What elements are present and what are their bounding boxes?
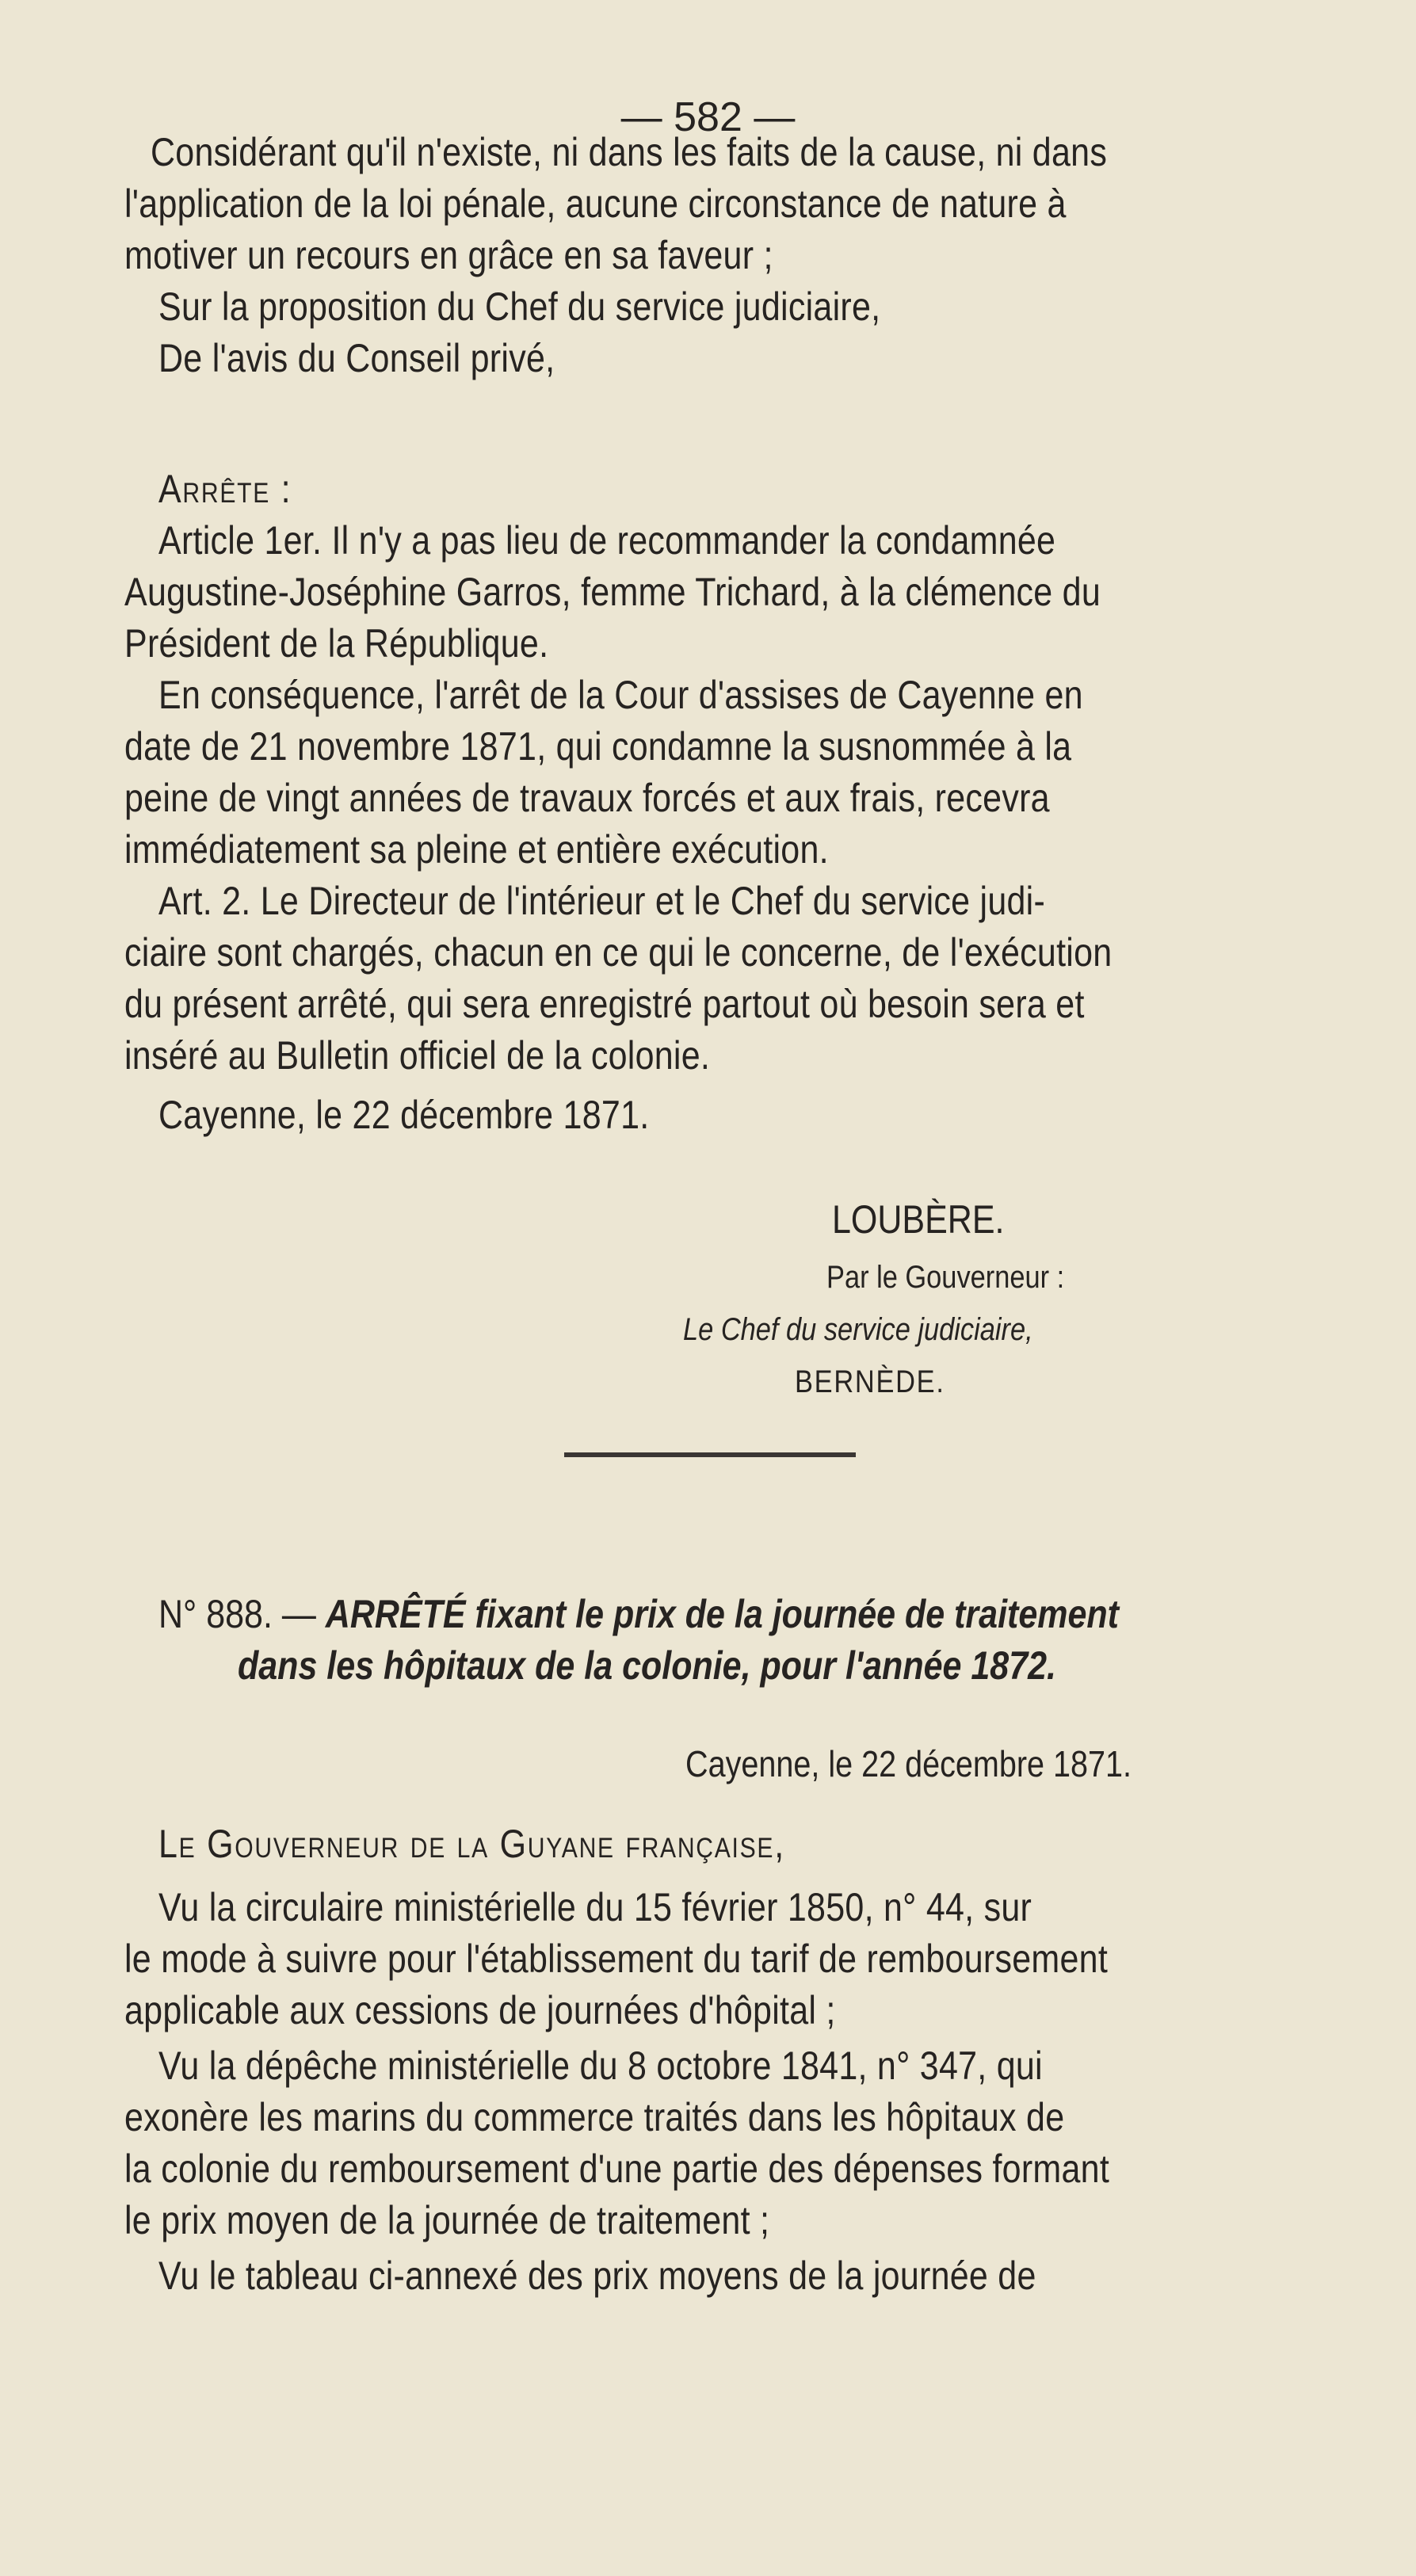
arrete-date: Cayenne, le 22 décembre 1871. [685,1743,1132,1784]
text-line: le mode à suivre pour l'établissement du tarif de remboursement [124,1937,1109,1981]
arrete-number: N° 888. — [158,1592,316,1636]
text-line: Sur la proposition du Chef du service judiciaire, [158,284,881,329]
text-line: Vu la circulaire ministérielle du 15 février 1850, n° 44, sur [158,1885,1032,1929]
text-line: peine de vingt années de travaux forcés et aux frais, recevra [124,776,1050,820]
text-line: le prix moyen de la journée de traitement ; [124,2198,770,2242]
text-line: exonère les marins du commerce traités dans les hôpitaux de [124,2095,1065,2139]
signature-by: Par le Gouverneur : [826,1260,1065,1295]
text-line: Président de la République. [124,621,549,666]
text-line: applicable aux cessions de journées d'hôpital ; [124,1988,836,2032]
text-line: En conséquence, l'arrêt de la Cour d'assises de Cayenne en [158,673,1083,717]
text-line: inséré au Bulletin officiel de la colonie. [124,1033,711,1078]
text-line: date de 21 novembre 1871, qui condamne la susnommée à la [124,724,1072,769]
text-line: du présent arrêté, qui sera enregistré partout où besoin sera et [124,982,1085,1026]
arrete-title-line-1 [158,1589,1119,1639]
text-line: Considérant qu'il n'existe, ni dans les faits de la cause, ni dans [151,130,1108,174]
text-line: Vu la dépêche ministérielle du 8 octobre 1841, n° 347, qui [158,2044,1043,2088]
signature-name: LOUBÈRE. [832,1197,1005,1242]
page-number: — 582 — [620,94,796,140]
text-line: Augustine-Joséphine Garros, femme Trichard, à la clémence du [124,570,1101,614]
text-line: Art. 2. Le Directeur de l'intérieur et le Chef du service judi- [158,879,1046,923]
text-line: Vu le tableau ci-annexé des prix moyens de la journée de [158,2254,1036,2298]
arrete-title-line-2 [238,1640,1056,1691]
text-line: motiver un recours en grâce en sa faveur ; [124,233,773,277]
arrete-word: ARRÊTÉ [325,1592,466,1636]
signature-signer: BERNÈDE. [795,1364,945,1399]
arrete-heading: Arrête : [158,467,292,511]
section-divider [564,1452,856,1457]
text-line: Article 1er. Il n'y a pas lieu de recommander la condamnée [158,518,1056,563]
text-line: la colonie du remboursement d'une partie des dépenses formant [124,2147,1110,2191]
text-line: De l'avis du Conseil privé, [158,336,555,380]
text-line: ciaire sont chargés, chacun en ce qui le concerne, de l'exécution [124,930,1113,975]
arrete-title-second: dans les hôpitaux de la colonie, pour l'année 1872. [238,1643,1056,1688]
governor-line: Le Gouverneur de la Guyane française, [158,1822,785,1866]
signature-role: Le Chef du service judiciaire, [683,1312,1033,1347]
text-line: immédiatement sa pleine et entière exécution. [124,827,829,872]
text-line: l'application de la loi pénale, aucune circonstance de nature à [124,181,1067,226]
date-line: Cayenne, le 22 décembre 1871. [158,1093,650,1137]
arrete-title-rest: fixant le prix de la journée de traitement [475,1592,1119,1636]
